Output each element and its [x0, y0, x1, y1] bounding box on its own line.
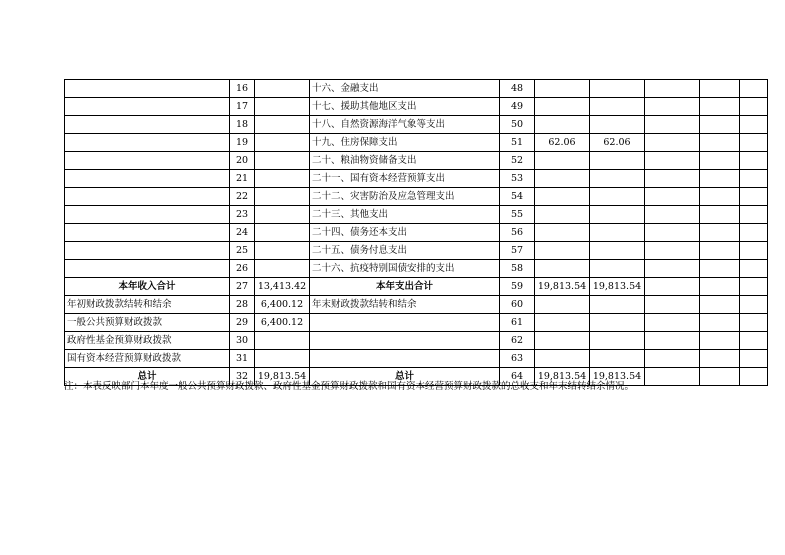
expense-extra	[740, 224, 768, 242]
expense-state-capital	[700, 242, 740, 260]
income-amount	[255, 152, 310, 170]
expense-total	[535, 170, 590, 188]
expense-item-label: 十六、金融支出	[310, 80, 500, 98]
income-line-no: 21	[230, 170, 255, 188]
expense-line-no: 53	[500, 170, 535, 188]
expense-total	[535, 116, 590, 134]
income-line-no: 32	[230, 368, 255, 386]
income-line-no: 19	[230, 134, 255, 152]
expense-item-label	[310, 314, 500, 332]
expense-gov-fund	[645, 224, 700, 242]
expense-total	[535, 152, 590, 170]
income-line-no: 17	[230, 98, 255, 116]
income-amount: 19,813.54	[255, 368, 310, 386]
expense-line-no: 58	[500, 260, 535, 278]
expense-gov-fund	[645, 314, 700, 332]
expense-state-capital	[700, 296, 740, 314]
expense-extra	[740, 350, 768, 368]
income-amount	[255, 206, 310, 224]
income-line-no: 31	[230, 350, 255, 368]
expense-line-no: 54	[500, 188, 535, 206]
table-row	[65, 260, 768, 278]
income-line-no: 27	[230, 278, 255, 296]
expense-state-capital	[700, 98, 740, 116]
expense-item-label: 十九、住房保障支出	[310, 134, 500, 152]
expense-total: 62.06	[535, 134, 590, 152]
table-row	[65, 278, 768, 296]
income-line-no: 25	[230, 242, 255, 260]
expense-total	[535, 206, 590, 224]
table-row	[65, 332, 768, 350]
income-line-no: 23	[230, 206, 255, 224]
expense-extra	[740, 188, 768, 206]
expense-state-capital	[700, 80, 740, 98]
income-line-no: 22	[230, 188, 255, 206]
expense-gov-fund	[645, 98, 700, 116]
expense-extra	[740, 242, 768, 260]
expense-total	[535, 80, 590, 98]
expense-state-capital	[700, 350, 740, 368]
expense-gov-fund	[645, 116, 700, 134]
expense-general-budget	[590, 152, 645, 170]
income-amount: 6,400.12	[255, 314, 310, 332]
expense-general-budget	[590, 314, 645, 332]
income-line-no: 24	[230, 224, 255, 242]
expense-line-no: 55	[500, 206, 535, 224]
expense-item-label: 二十、粮油物资储备支出	[310, 152, 500, 170]
expense-extra	[740, 116, 768, 134]
table-row	[65, 134, 768, 152]
expense-total	[535, 260, 590, 278]
income-item-label: 政府性基金预算财政拨款	[65, 332, 230, 350]
income-item-label: 本年收入合计	[65, 278, 230, 296]
expense-general-budget: 19,813.54	[590, 368, 645, 386]
expense-gov-fund	[645, 170, 700, 188]
expense-total	[535, 296, 590, 314]
budget-table	[64, 79, 768, 386]
income-line-no: 20	[230, 152, 255, 170]
expense-line-no: 51	[500, 134, 535, 152]
income-amount	[255, 260, 310, 278]
expense-item-label: 二十二、灾害防治及应急管理支出	[310, 188, 500, 206]
income-line-no: 16	[230, 80, 255, 98]
income-line-no: 29	[230, 314, 255, 332]
expense-extra	[740, 278, 768, 296]
expense-item-label	[310, 350, 500, 368]
expense-gov-fund	[645, 152, 700, 170]
expense-extra	[740, 152, 768, 170]
income-line-no: 26	[230, 260, 255, 278]
expense-general-budget	[590, 242, 645, 260]
income-item-label: 国有资本经营预算财政拨款	[65, 350, 230, 368]
expense-extra	[740, 134, 768, 152]
table-row	[65, 242, 768, 260]
income-item-label	[65, 80, 230, 98]
expense-line-no: 48	[500, 80, 535, 98]
expense-gov-fund	[645, 242, 700, 260]
table-row	[65, 188, 768, 206]
expense-extra	[740, 314, 768, 332]
table-row	[65, 80, 768, 98]
expense-state-capital	[700, 152, 740, 170]
expense-total	[535, 332, 590, 350]
expense-item-label: 二十四、债务还本支出	[310, 224, 500, 242]
income-amount: 13,413.42	[255, 278, 310, 296]
expense-extra	[740, 296, 768, 314]
expense-general-budget	[590, 224, 645, 242]
expense-state-capital	[700, 116, 740, 134]
expense-state-capital	[700, 368, 740, 386]
income-item-label: 一般公共预算财政拨款	[65, 314, 230, 332]
expense-line-no: 61	[500, 314, 535, 332]
income-amount	[255, 242, 310, 260]
income-item-label	[65, 116, 230, 134]
table-row	[65, 314, 768, 332]
income-amount	[255, 134, 310, 152]
income-amount	[255, 332, 310, 350]
expense-extra	[740, 260, 768, 278]
expense-gov-fund	[645, 260, 700, 278]
table-body	[65, 80, 768, 386]
expense-item-label	[310, 332, 500, 350]
expense-gov-fund	[645, 332, 700, 350]
expense-total: 19,813.54	[535, 278, 590, 296]
expense-total	[535, 188, 590, 206]
expense-state-capital	[700, 278, 740, 296]
expense-line-no: 52	[500, 152, 535, 170]
table-row	[65, 152, 768, 170]
expense-gov-fund	[645, 296, 700, 314]
expense-gov-fund	[645, 80, 700, 98]
expense-extra	[740, 332, 768, 350]
income-item-label	[65, 242, 230, 260]
expense-state-capital	[700, 188, 740, 206]
income-item-label	[65, 170, 230, 188]
expense-state-capital	[700, 260, 740, 278]
table-row	[65, 224, 768, 242]
expense-line-no: 50	[500, 116, 535, 134]
income-item-label	[65, 206, 230, 224]
expense-line-no: 57	[500, 242, 535, 260]
expense-line-no: 62	[500, 332, 535, 350]
expense-general-budget	[590, 296, 645, 314]
income-amount	[255, 98, 310, 116]
table-note: 注：本表反映部门本年度一般公共预算财政拨款、政府性基金预算财政拨款和国有资本经营预算财政拨款的总收支和年末结转结余情况。	[64, 381, 635, 392]
income-line-no: 28	[230, 296, 255, 314]
income-item-label	[65, 152, 230, 170]
income-amount	[255, 80, 310, 98]
expense-total	[535, 314, 590, 332]
income-item-label	[65, 98, 230, 116]
expense-line-no: 56	[500, 224, 535, 242]
expense-extra	[740, 98, 768, 116]
expense-gov-fund	[645, 278, 700, 296]
expense-item-label: 十七、援助其他地区支出	[310, 98, 500, 116]
expense-total	[535, 350, 590, 368]
expense-gov-fund	[645, 350, 700, 368]
expense-item-label: 十八、自然资源海洋气象等支出	[310, 116, 500, 134]
expense-general-budget	[590, 170, 645, 188]
income-item-label	[65, 260, 230, 278]
income-line-no: 18	[230, 116, 255, 134]
expense-item-label: 二十一、国有资本经营预算支出	[310, 170, 500, 188]
expense-state-capital	[700, 314, 740, 332]
expense-gov-fund	[645, 134, 700, 152]
expense-general-budget: 19,813.54	[590, 278, 645, 296]
expense-total	[535, 242, 590, 260]
income-line-no: 30	[230, 332, 255, 350]
income-amount	[255, 224, 310, 242]
expense-line-no: 63	[500, 350, 535, 368]
income-amount	[255, 350, 310, 368]
expense-gov-fund	[645, 368, 700, 386]
expense-state-capital	[700, 134, 740, 152]
table-row	[65, 98, 768, 116]
expense-total: 19,813.54	[535, 368, 590, 386]
expense-general-budget	[590, 260, 645, 278]
expense-total	[535, 224, 590, 242]
expense-state-capital	[700, 206, 740, 224]
expense-gov-fund	[645, 206, 700, 224]
table-row	[65, 350, 768, 368]
income-item-label	[65, 224, 230, 242]
expense-item-label: 二十六、抗疫特别国债安排的支出	[310, 260, 500, 278]
expense-extra	[740, 80, 768, 98]
income-item-label	[65, 134, 230, 152]
expense-general-budget	[590, 80, 645, 98]
expense-item-label: 年末财政拨款结转和结余	[310, 296, 500, 314]
income-amount	[255, 170, 310, 188]
expense-item-label: 本年支出合计	[310, 278, 500, 296]
expense-item-label: 总计	[310, 368, 500, 386]
income-amount: 6,400.12	[255, 296, 310, 314]
expense-general-budget: 62.06	[590, 134, 645, 152]
expense-state-capital	[700, 332, 740, 350]
expense-line-no: 64	[500, 368, 535, 386]
expense-item-label: 二十五、债务付息支出	[310, 242, 500, 260]
expense-general-budget	[590, 188, 645, 206]
table-row	[65, 116, 768, 134]
table-row	[65, 170, 768, 188]
expense-state-capital	[700, 224, 740, 242]
income-item-label: 总计	[65, 368, 230, 386]
expense-line-no: 49	[500, 98, 535, 116]
income-item-label	[65, 188, 230, 206]
income-amount	[255, 116, 310, 134]
income-item-label: 年初财政拨款结转和结余	[65, 296, 230, 314]
expense-general-budget	[590, 332, 645, 350]
income-amount	[255, 188, 310, 206]
expense-extra	[740, 368, 768, 386]
table-row	[65, 206, 768, 224]
table-row	[65, 296, 768, 314]
expense-line-no: 60	[500, 296, 535, 314]
expense-general-budget	[590, 206, 645, 224]
expense-general-budget	[590, 98, 645, 116]
expense-line-no: 59	[500, 278, 535, 296]
expense-general-budget	[590, 350, 645, 368]
expense-general-budget	[590, 116, 645, 134]
expense-extra	[740, 206, 768, 224]
expense-item-label: 二十三、其他支出	[310, 206, 500, 224]
expense-total	[535, 98, 590, 116]
expense-gov-fund	[645, 188, 700, 206]
expense-extra	[740, 170, 768, 188]
expense-state-capital	[700, 170, 740, 188]
